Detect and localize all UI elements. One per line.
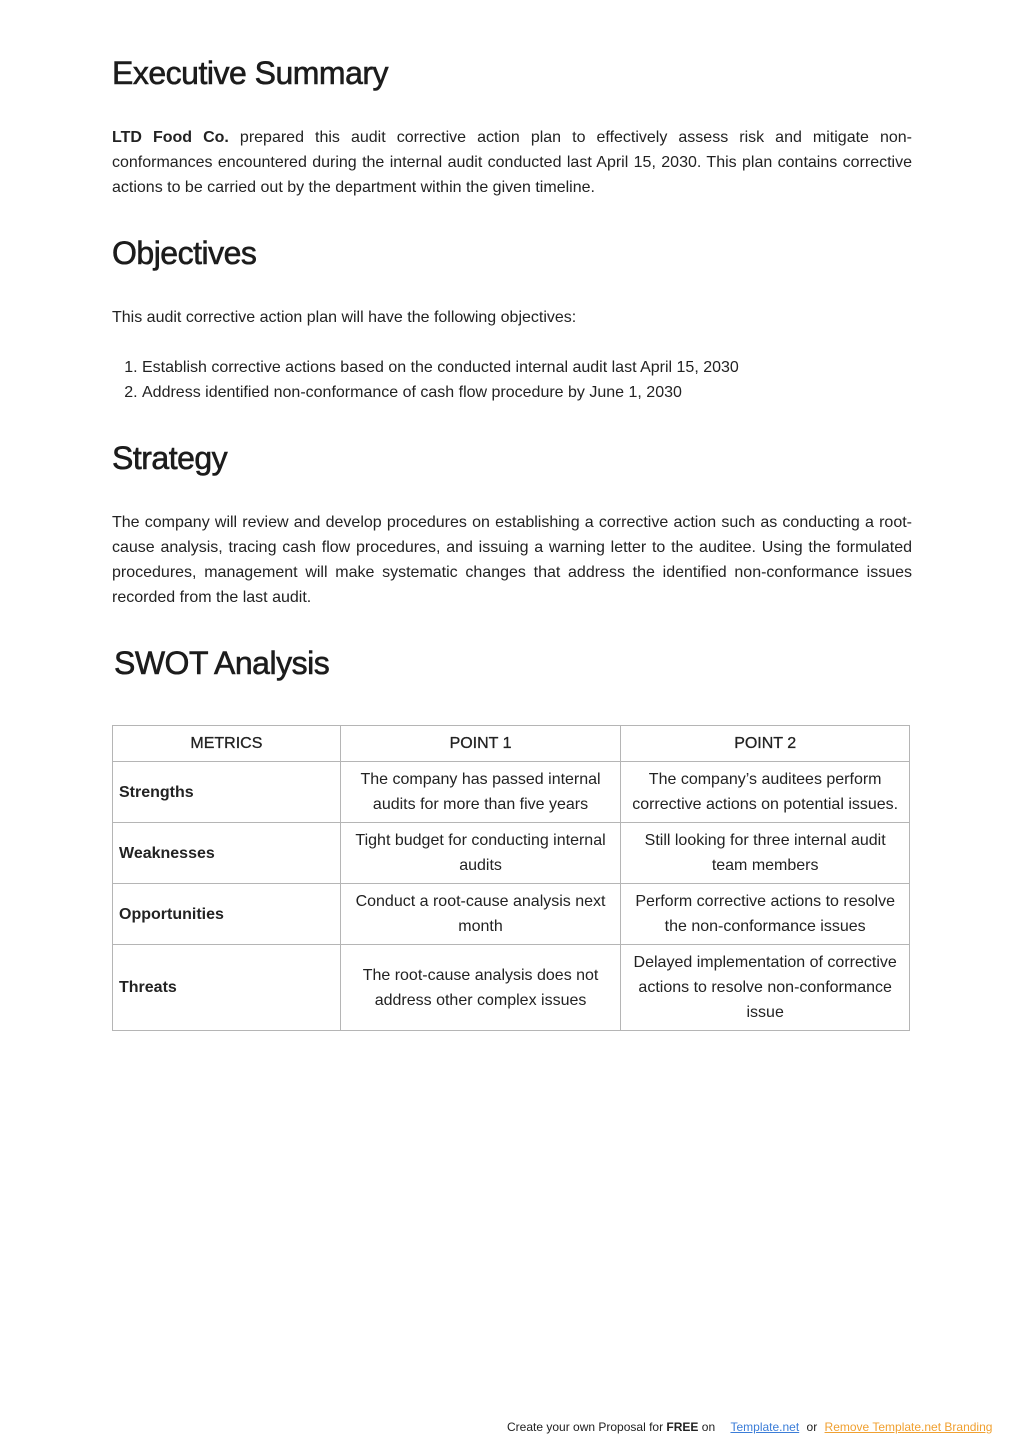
- heading-objectives: Objectives: [112, 235, 257, 271]
- point-1-cell: The company has passed internal audits for more than five years: [340, 762, 621, 823]
- point-2-cell: Delayed implementation of corrective actions to resolve non-conformance issue: [621, 945, 910, 1031]
- heading-strategy: Strategy: [112, 440, 228, 476]
- heading-executive-summary: Executive Summary: [112, 55, 389, 91]
- metric-cell: Opportunities: [113, 884, 341, 945]
- table-row: [113, 762, 910, 823]
- footer-prefix: Create your own Proposal for: [507, 1420, 667, 1434]
- point-1-cell: The root-cause analysis does not address other complex issues: [340, 945, 621, 1031]
- header-metrics: METRICS: [113, 726, 341, 762]
- heading-swot: SWOT Analysis: [114, 645, 330, 681]
- footer-banner: [507, 1420, 992, 1434]
- point-1-cell: Tight budget for conducting internal audits: [340, 823, 621, 884]
- company-name: LTD Food Co.: [112, 129, 229, 146]
- metric-cell: Weaknesses: [113, 823, 341, 884]
- footer-or: or: [806, 1420, 818, 1434]
- metric-cell: Strengths: [113, 762, 341, 823]
- header-point-1: POINT 1: [340, 726, 621, 762]
- swot-table: [112, 725, 910, 1031]
- metric-cell: Threats: [113, 945, 341, 1031]
- remove-branding-link[interactable]: Remove Template.net Branding: [824, 1420, 993, 1434]
- objective-item: 2. Address identified non-conformance of cash flow procedure by June 1, 2030: [142, 380, 942, 405]
- point-1-cell: Conduct a root-cause analysis next month: [340, 884, 621, 945]
- table-row: [113, 823, 910, 884]
- strategy-text: The company will review and develop procedures on establishing a corrective action such as conducting a root-cause analysis, tracing cash flow procedures, and issuing a warning letter to the auditee. Using the formulated procedures, management will make systematic changes that address the identified non-conformance issues recorded from the last audit.: [112, 514, 912, 606]
- footer-on: on: [698, 1420, 716, 1434]
- objectives-intro: This audit corrective action plan will have the following objectives:: [112, 309, 577, 326]
- objective-item: 1. Establish corrective actions based on the conducted internal audit last April 15, 2030: [142, 355, 942, 380]
- header-point-2: POINT 2: [621, 726, 910, 762]
- executive-summary-body: prepared this audit corrective action plan to effectively assess risk and mitigate non-conformances encountered during the internal audit conducted last April 15, 2030. This plan contains corrective actions to be carried out by the department within the given timeline.: [112, 129, 913, 196]
- point-2-cell: The company’s auditees perform corrective actions on potential issues.: [621, 762, 910, 823]
- objectives-list: [112, 355, 942, 405]
- point-2-cell: Still looking for three internal audit team members: [621, 823, 910, 884]
- footer-free: FREE: [666, 1420, 699, 1434]
- table-row: [113, 884, 910, 945]
- point-2-cell: Perform corrective actions to resolve the non-conformance issues: [621, 884, 910, 945]
- template-net-link[interactable]: Template.net: [730, 1420, 800, 1434]
- table-header-row: [113, 726, 910, 762]
- executive-summary-text: [112, 125, 912, 200]
- table-row: [113, 945, 910, 1031]
